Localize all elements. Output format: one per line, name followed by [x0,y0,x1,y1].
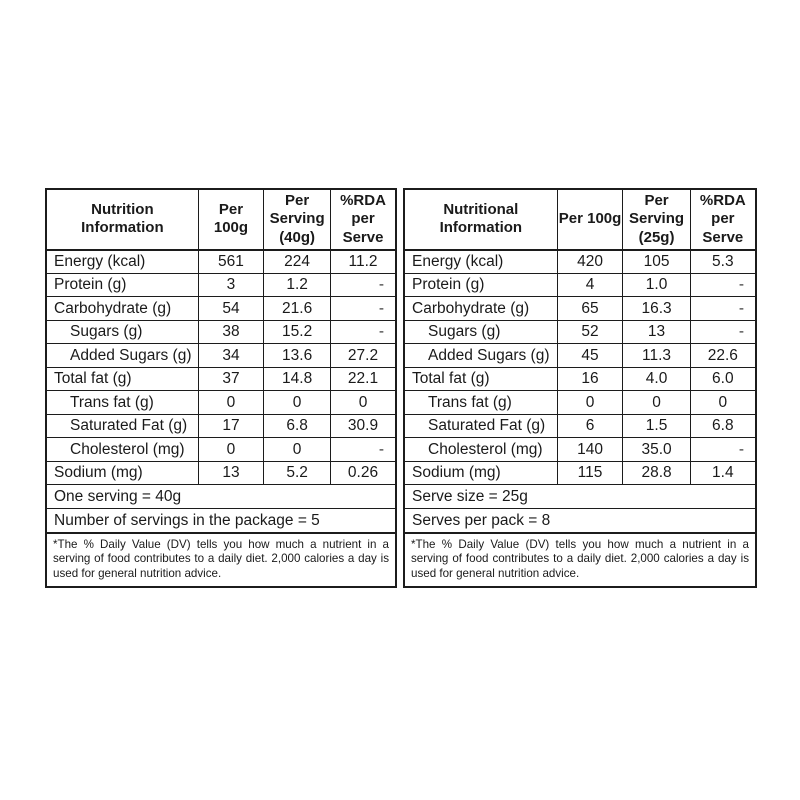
value-per-100g: 140 [557,438,623,462]
value-per-100g: 0 [198,438,263,462]
table-row-saturated-fat [404,414,756,438]
value-rda: 11.2 [331,250,396,274]
row-label: Cholesterol (mg) [404,438,557,462]
value-per-serving: 16.3 [623,297,690,321]
row-label: Sodium (mg) [46,461,198,485]
row-label: Sodium (mg) [404,461,557,485]
value-per-serving: 0 [264,438,331,462]
value-rda: - [331,438,396,462]
value-rda: 22.1 [331,367,396,391]
value-per-serving: 21.6 [264,297,331,321]
row-label: Saturated Fat (g) [46,414,198,438]
row-label: Saturated Fat (g) [404,414,557,438]
value-rda: - [690,273,756,297]
row-label: Added Sugars (g) [404,344,557,368]
table-row-cholesterol [46,438,396,462]
value-per-serving: 13 [623,320,690,344]
table-row-carbohydrate [46,297,396,321]
value-per-100g: 4 [557,273,623,297]
serving-note: Serve size = 25g [404,485,756,509]
value-per-100g: 16 [557,367,623,391]
value-per-serving: 35.0 [623,438,690,462]
table-row-energy [46,250,396,274]
row-label: Trans fat (g) [404,391,557,415]
table-row-added-sugars [46,344,396,368]
nutrition-facts-table [45,188,397,588]
value-per-serving: 224 [264,250,331,274]
value-per-serving: 13.6 [264,344,331,368]
footnote-row [404,533,756,587]
table-row-sodium [46,461,396,485]
column-header-nutritional-information: Nutritional Information [404,189,557,250]
table-row-saturated-fat [46,414,396,438]
pack-note: Serves per pack = 8 [404,509,756,533]
value-rda: - [331,273,396,297]
column-header-nutrition-information: Nutrition Information [46,189,198,250]
value-per-100g: 54 [198,297,263,321]
value-per-100g: 38 [198,320,263,344]
table-row-carbohydrate [404,297,756,321]
daily-value-footnote: *The % Daily Value (DV) tells you how much a nutrient in a serving of food contributes to a daily diet. 2,000 calories a day is used for general nutrition advice. [404,533,756,587]
value-per-serving: 28.8 [623,461,690,485]
value-per-100g: 45 [557,344,623,368]
row-label: Energy (kcal) [404,250,557,274]
value-rda: 22.6 [690,344,756,368]
table-row-trans-fat [404,391,756,415]
value-rda: 5.3 [690,250,756,274]
table-row-added-sugars [404,344,756,368]
row-label: Protein (g) [46,273,198,297]
header-row [46,189,396,250]
table-row-cholesterol [404,438,756,462]
table-row-protein [404,273,756,297]
value-rda: 30.9 [331,414,396,438]
column-header-per-serving: Per Serving (25g) [623,189,690,250]
table-row-trans-fat [46,391,396,415]
value-rda: 0.26 [331,461,396,485]
serving-note-row [404,485,756,509]
row-label: Sugars (g) [404,320,557,344]
value-per-100g: 13 [198,461,263,485]
value-rda: 0 [690,391,756,415]
footnote-row [46,533,396,587]
row-label: Cholesterol (mg) [46,438,198,462]
value-per-serving: 1.2 [264,273,331,297]
column-header-per-100g: Per 100g [198,189,263,250]
value-per-100g: 6 [557,414,623,438]
value-per-serving: 14.8 [264,367,331,391]
table-row-sugars [404,320,756,344]
nutrition-table-left [45,188,397,588]
column-header-per-100g: Per 100g [557,189,623,250]
value-rda: - [690,320,756,344]
value-rda: - [690,438,756,462]
value-per-100g: 0 [198,391,263,415]
value-per-serving: 0 [264,391,331,415]
table-row-total-fat [404,367,756,391]
row-label: Total fat (g) [404,367,557,391]
table-row-sodium [404,461,756,485]
value-per-serving: 1.0 [623,273,690,297]
value-rda: 6.8 [690,414,756,438]
value-per-serving: 6.8 [264,414,331,438]
value-rda: - [331,297,396,321]
value-per-100g: 561 [198,250,263,274]
value-rda: 0 [331,391,396,415]
value-per-100g: 115 [557,461,623,485]
column-header-rda-per-serve: %RDA per Serve [690,189,756,250]
row-label: Sugars (g) [46,320,198,344]
column-header-per-serving: Per Serving (40g) [264,189,331,250]
value-per-serving: 1.5 [623,414,690,438]
value-rda: 27.2 [331,344,396,368]
pack-note-row [404,509,756,533]
value-per-100g: 0 [557,391,623,415]
value-per-serving: 11.3 [623,344,690,368]
value-per-100g: 65 [557,297,623,321]
table-row-sugars [46,320,396,344]
pack-note: Number of servings in the package = 5 [46,509,396,533]
row-label: Added Sugars (g) [46,344,198,368]
value-per-100g: 52 [557,320,623,344]
nutrition-facts-table [403,188,757,588]
row-label: Protein (g) [404,273,557,297]
value-per-100g: 3 [198,273,263,297]
value-per-100g: 37 [198,367,263,391]
value-per-serving: 0 [623,391,690,415]
value-rda: 1.4 [690,461,756,485]
serving-note-row [46,485,396,509]
row-label: Total fat (g) [46,367,198,391]
value-per-100g: 420 [557,250,623,274]
row-label: Carbohydrate (g) [404,297,557,321]
table-row-total-fat [46,367,396,391]
row-label: Carbohydrate (g) [46,297,198,321]
row-label: Trans fat (g) [46,391,198,415]
value-per-serving: 4.0 [623,367,690,391]
value-per-serving: 105 [623,250,690,274]
table-row-energy [404,250,756,274]
row-label: Energy (kcal) [46,250,198,274]
table-row-protein [46,273,396,297]
value-rda: 6.0 [690,367,756,391]
value-per-100g: 17 [198,414,263,438]
daily-value-footnote: *The % Daily Value (DV) tells you how much a nutrient in a serving of food contributes to a daily diet. 2,000 calories a day is used for general nutrition advice. [46,533,396,587]
header-row [404,189,756,250]
value-rda: - [690,297,756,321]
value-per-serving: 15.2 [264,320,331,344]
value-per-100g: 34 [198,344,263,368]
pack-note-row [46,509,396,533]
column-header-rda-per-serve: %RDA per Serve [331,189,396,250]
serving-note: One serving = 40g [46,485,396,509]
nutrition-table-right [403,188,757,588]
value-rda: - [331,320,396,344]
value-per-serving: 5.2 [264,461,331,485]
